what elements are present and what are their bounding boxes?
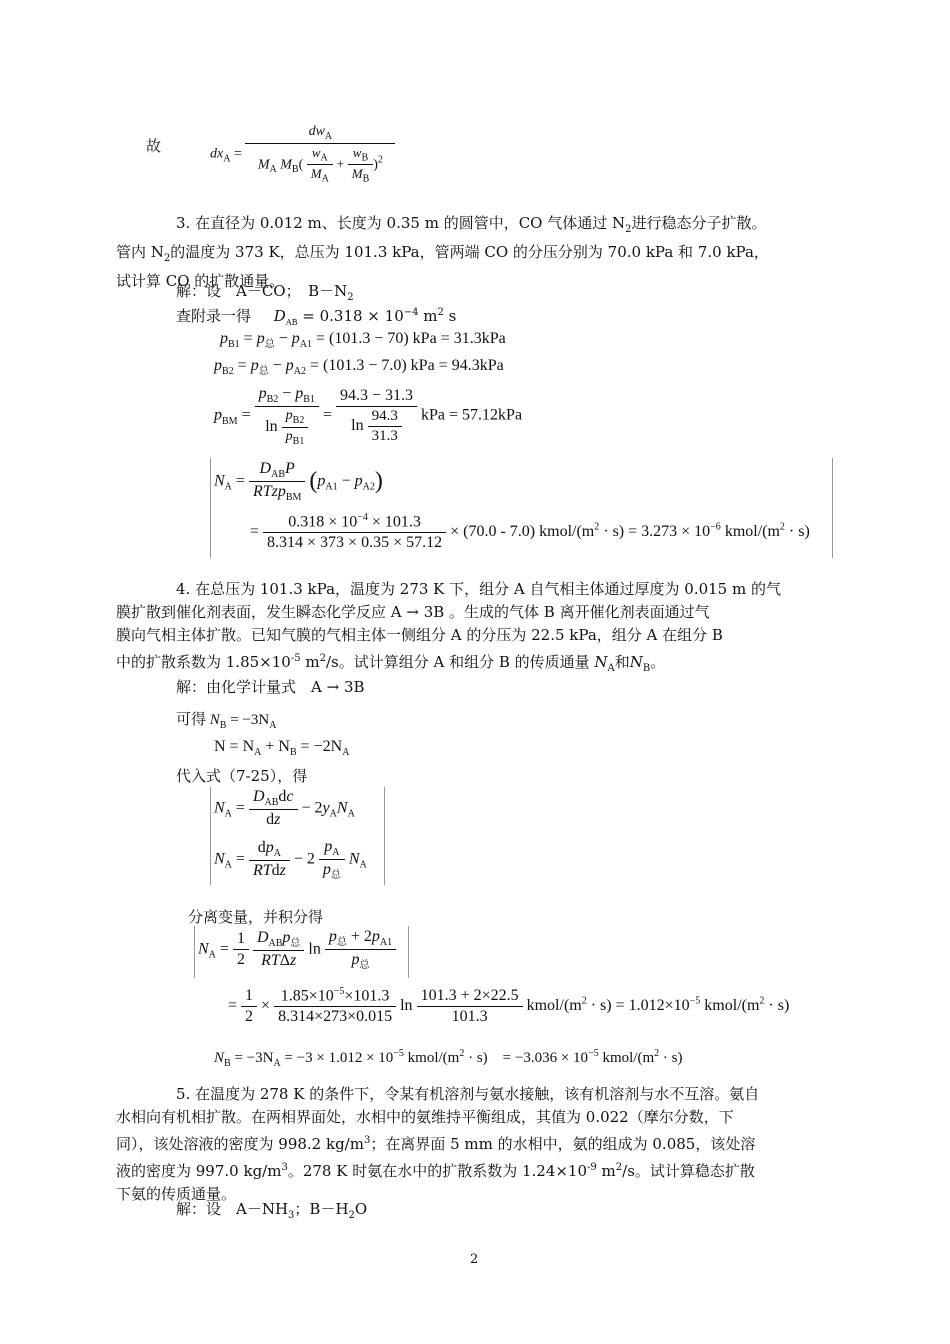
N-total-equation: $N = N_A + N_B = -2N_A$ — [214, 738, 350, 759]
problem5-sol-end: O — [354, 1200, 368, 1218]
problem5-line4-end2: /s。试计算稳态扩散 — [622, 1162, 755, 1180]
eq-dxA-den-sub1: A — [269, 163, 277, 175]
pB2-equation: $p_{B2} = p_总 - p_{A2} = (101.3 - 7.0)$ kPa = 94.3kPa — [214, 357, 504, 378]
res-unit3: kmol/(m — [704, 996, 760, 1014]
res-den2: 101.3 — [451, 1007, 488, 1025]
N-eq1: N = N — [214, 738, 255, 755]
NA-int-frac1 — [274, 986, 396, 1026]
problem3-line2-end: 的温度为 373 K，总压为 101.3 kPa，管两端 CO 的分压分别为 70.0 kPa 和 7.0 kPa， — [170, 243, 769, 261]
NA-result-frac — [263, 512, 446, 552]
NA-res-exp: −6 — [710, 521, 721, 533]
NB-final3: kmol/(m — [407, 1050, 460, 1066]
NA-formula: $N_A$ = $\frac{D_{AB}P}{RTzp_{BM}}$ $(p_{A1} - p_{A2})$ — [214, 460, 383, 504]
NB-final2: = −3 × 1.012 × 10 — [284, 1050, 394, 1066]
pBM-frac1: $p_{B2} - p_{B1}$ ln $\frac{p_{B2}}{p_{B1}}$ — [255, 385, 319, 447]
problem5-sol-sub2: 2 — [348, 1210, 355, 1221]
problem3-box-left — [210, 458, 211, 558]
NA-num-rest: × 101.3 — [371, 513, 421, 531]
pBM-equation: $p_{BM}$ = $p_{B2} - p_{B1}$ ln $\frac{p_{B2}}{p_{B1}}$ = 94.3 − 31.3 ln $\frac{94.3}{31.3}$ kPa = 57.12kPa — [214, 385, 523, 447]
NA-diff-eq1: $N_A$ = $\frac{D_{AB}dc}{dz}$ − $2y_AN_A$ — [214, 788, 355, 829]
res-unit4: · s) — [768, 996, 790, 1014]
NB-final5: kmol/(m — [602, 1050, 655, 1066]
problem4-box2-right — [408, 926, 409, 978]
eq-dxA-inner-frac1 — [307, 145, 333, 185]
eq-dxA-w2-sub: B — [361, 152, 369, 164]
pBM-den-den: 31.3 — [371, 427, 398, 444]
NA-den: 8.314 × 373 × 0.35 × 57.12 — [267, 534, 443, 552]
eq-dxA-num: dw — [308, 124, 325, 139]
problem5-line3-exp: 3 — [363, 1135, 371, 1146]
eq-dxA-M1: M — [310, 166, 322, 182]
problem4-line4-mid-exp: 2 — [319, 653, 326, 664]
problem3-lookup-label: 查附录一得 — [176, 307, 252, 325]
NB-final4: · s) = −3.036 × 10 — [468, 1050, 589, 1066]
problem5-line2: 水相向有机相扩散。在两相界面处，水相中的氨维持平衡组成，其值为 0.022（摩尔分数，下 — [116, 1108, 734, 1126]
eq-dxA-M1-sub: A — [321, 173, 329, 185]
res-num1: 1.85×10 — [280, 987, 334, 1005]
res-num1-exp: −5 — [333, 986, 345, 997]
problem4-line4-exp: -5 — [290, 653, 301, 664]
pBM-den-num: 94.3 — [368, 408, 402, 427]
problem3-sol-sub: 2 — [347, 292, 354, 303]
D-unit-s: s — [448, 307, 457, 325]
pB1-equation: $p_{B1} = p_总 - p_{A1} = (101.3 - 70)$ kPa = 31.3kPa — [220, 330, 506, 351]
NB-final-exp: −5 — [393, 1048, 404, 1059]
problem4-line4-mid: m — [300, 653, 320, 671]
dairu-label: 代入式（7-25），得 — [176, 767, 308, 785]
eq-dxA: $dx_A$ = $dw_A$ $M_A$ $M_B$( $\frac{w_A}{M_A}$ + $\frac{w_B}{M_B}$ )$^2$ — [210, 124, 395, 185]
problem4-box1-left — [210, 787, 211, 885]
res-num2: 101.3 + 2×22.5 — [417, 987, 523, 1007]
NA-int-frac2 — [417, 987, 523, 1026]
pB1-result: = (101.3 − 70) kPa = 31.3kPa — [315, 330, 506, 347]
problem3-line2-sub: 2 — [163, 253, 171, 264]
problem3-line1-sub: 2 — [625, 224, 632, 235]
problem4-solution: 解：由化学计量式 A → 3B — [176, 678, 365, 696]
problem3-sol-text: 解：设 A－CO； B－N — [176, 282, 348, 300]
eq-dxA-inner-frac2 — [348, 145, 374, 185]
NB-final: = −3N — [234, 1050, 274, 1066]
NA-diff-eq2: $N_A$ = $\frac{dp_A}{\text{RTdz}}$ − 2 $\frac{p_A}{p_总}$ $N_A$ — [214, 838, 367, 882]
problem5-line3: 同），该处溶液的密度为 998.2 kg/m — [116, 1135, 364, 1153]
problem4-line1: 4. 在总压为 101.3 kPa，温度为 273 K 下，组分 A 自气相主体通过厚度为 0.015 m 的气 — [176, 580, 781, 598]
problem4-period: 。 — [650, 653, 666, 671]
problem3-line1: 3. 在直径为 0.012 m、长度为 0.35 m 的圆管中，CO 气体通过 N — [176, 214, 626, 232]
D-symbol: D — [273, 307, 286, 325]
eq-dxA-frac: $dw_A$ $M_A$ $M_B$( $\frac{w_A}{M_A}$ + $\frac{w_B}{M_B}$ )$^2$ — [245, 124, 395, 185]
D-unit: m — [423, 307, 438, 325]
problem3-line3: 试计算 CO 的扩散通量。 — [116, 272, 285, 290]
problem5-line1: 5. 在温度为 278 K 的条件下，令某有机溶剂与氨水接触，该有机溶剂与水不互溶。氨自 — [176, 1085, 760, 1103]
problem5-solution — [176, 1198, 367, 1221]
NA-num-exp: −4 — [357, 512, 368, 523]
NA-integral-result: = $\frac{1}{2}$ × $\frac{1.85\times 10^{-5}\times 101.3}{8.314\times 273\times 0.015}$ ln $\frac{101.3 + 2\times 22.5}{101.3}$ kmol/$(m^2 \cdot s) = 1.012\times 10^{-5}$ kmol/$(m^2 \cdot s)$ — [228, 986, 790, 1026]
N-eq3: = −2N — [300, 738, 343, 755]
problem3-line1-end: 进行稳态分子扩散。 — [631, 214, 767, 232]
problem4-NA: N — [594, 653, 608, 671]
NA-mid2: · s) = 3.273 × 10 — [603, 522, 711, 540]
NB-eq: = −3N — [230, 712, 270, 728]
eq-dxA-w1-sub: A — [320, 152, 328, 164]
problem4-box1-right — [384, 787, 385, 885]
D-exp: −4 — [403, 307, 419, 318]
eq-dxA-power: 2 — [377, 154, 383, 166]
problem5-line4-end: m — [596, 1162, 616, 1180]
eq-dxA-lhs: dx — [210, 146, 224, 162]
NA-num: 0.318 × 10 — [288, 513, 358, 531]
eq-dxA-den-M2: M — [280, 157, 292, 173]
eq-dxA-den-sub2: B — [291, 163, 299, 175]
gu-label: 故 — [146, 137, 162, 155]
page-number: 2 — [470, 1252, 479, 1267]
problem4-NA-sub: A — [607, 663, 615, 674]
problem5-line4-end-exp: 2 — [615, 1162, 623, 1173]
problem5-sol-mid: ；B－H — [294, 1200, 349, 1218]
NA-end: kmol/(m — [724, 522, 780, 540]
D-value: = 0.318 × 10 — [302, 307, 404, 325]
problem5-line4: 液的密度为 997.0 kg/m — [116, 1162, 282, 1180]
D-unit-exp: 2 — [437, 307, 444, 318]
NA-result: = $\frac{0.318 \times 10^{-4} \times 101.3}{8.314 \times 373 \times 0.35 \times 57.12}$ × (70.0 - 7.0) kmol/$(m^2 \cdot s) = 3.273 \times 10^{-6}$ kmol/$(m^2 \cdot s)$ — [250, 512, 810, 552]
problem5-line4-exp: 3 — [281, 1162, 288, 1173]
problem4-line4-end: /s。试计算组分 A 和组分 B 的传质通量 — [325, 653, 590, 671]
problem4-text — [116, 578, 816, 680]
eq-dxA-M3-sub: B — [362, 173, 370, 185]
eq-dxA-M3: M — [351, 166, 363, 182]
problem5-line4-mid: 。278 K 时氨在水中的扩散系数为 1.24×10 — [287, 1162, 588, 1180]
res-num1-rest: ×101.3 — [344, 987, 390, 1005]
problem5-line4-exp2: -9 — [587, 1162, 597, 1173]
kede-label: 可得 — [176, 712, 207, 728]
problem4-NB: N — [629, 653, 643, 671]
eq-dxA-den-M: M — [257, 157, 270, 173]
problem5-sol-sub1: 3 — [288, 1210, 295, 1221]
NA-formula-frac: $\frac{D_{AB}P}{RTzp_{BM}}$ — [249, 460, 305, 503]
eq-dxA-lhs-sub: A — [223, 153, 231, 165]
pBM-frac2: 94.3 − 31.3 ln $\frac{94.3}{31.3}$ — [336, 387, 417, 445]
res-den1: 8.314×273×0.015 — [278, 1008, 393, 1026]
problem3-solution-label — [176, 280, 354, 303]
problem4-line2: 膜扩散到催化剂表面，发生瞬态化学反应 A → 3B 。生成的气体 B 离开催化剂表面通过气 — [116, 603, 710, 621]
problem5-sol: 解：设 A－NH — [176, 1200, 289, 1218]
NB-final-exp2: −5 — [588, 1048, 599, 1059]
eq-dxA-w2: w — [352, 144, 362, 160]
fenli-label: 分离变量，并积分得 — [188, 908, 324, 926]
eq-dxA-num-sub: A — [324, 130, 333, 142]
problem3-line2: 管内 N — [116, 243, 164, 261]
problem4-line4: 中的扩散系数为 1.85×10 — [116, 653, 291, 671]
NB-final-equation: $N_B = -3N_A = -3 \times 1.012 \times 10^{-5}$ kmol/$(m^2 \cdot s)$ = $-3.036 \times 10^{-5}$ kmol/$(m^2 \cdot s)$ — [214, 1048, 683, 1069]
problem3-lookup — [176, 305, 456, 327]
res-exp: −5 — [689, 995, 701, 1007]
problem5-line3-end: ；在离界面 5 mm 的水相中，氨的组成为 0.085，该处溶 — [370, 1135, 756, 1153]
problem3-box-right — [832, 458, 833, 558]
problem5-text — [116, 1083, 816, 1206]
res-unit: kmol/(m — [526, 996, 582, 1014]
problem4-NB-sub: B — [642, 663, 651, 674]
pB2-result: = (101.3 − 7.0) kPa = 94.3kPa — [309, 357, 504, 374]
problem4-and: 和 — [614, 653, 630, 671]
NA-integral-formula: $N_A$ = $\frac{1}{2}$ $\frac{D_{AB}p_总}{\text{RTΔz}}$ ln $\frac{p_总 + 2p_{A1}}{p_总}$ — [198, 928, 396, 971]
problem4-box2-left — [194, 926, 195, 978]
res-unit2: · s) = 1.012×10 — [590, 996, 690, 1014]
pBM-num: 94.3 − 31.3 — [336, 387, 417, 407]
D-sub: AB — [285, 318, 298, 327]
NA-mid: × (70.0 - 7.0) kmol/(m — [450, 522, 595, 540]
pBM-result: kPa = 57.12kPa — [421, 406, 523, 424]
problem5-line5: 下氨的传质通量。 — [116, 1185, 237, 1203]
N-eq2: + N — [265, 738, 290, 755]
NB-equation: 可得 $N_B = -3N_A$ — [176, 712, 277, 731]
NB-final6: · s) — [662, 1050, 683, 1066]
eq-dxA-w1: w — [311, 144, 321, 160]
problem4-line3: 膜向气相主体扩散。已知气膜的气相主体一侧组分 A 的分压为 22.5 kPa，组分 A 在组分 B — [116, 626, 723, 644]
NA-end2: · s) — [788, 522, 810, 540]
